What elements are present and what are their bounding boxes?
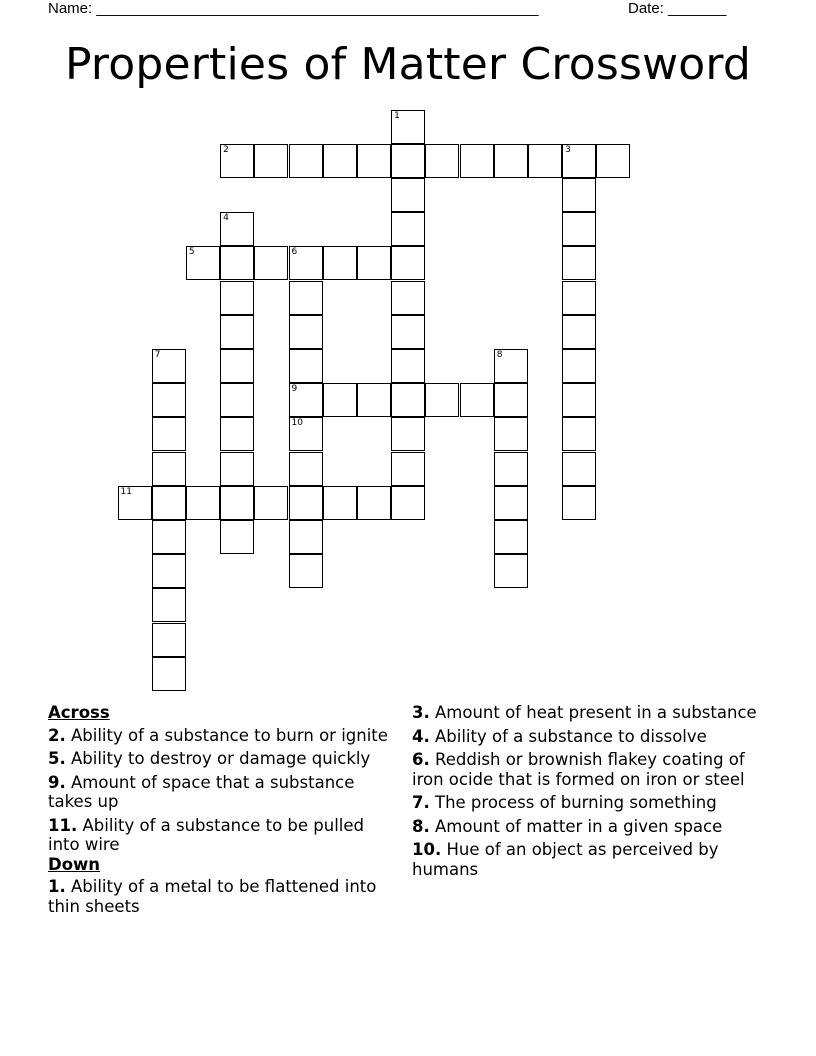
crossword-cell[interactable] xyxy=(323,144,357,178)
down-heading: Down xyxy=(48,854,101,874)
crossword-cell[interactable] xyxy=(289,144,323,178)
crossword-cell[interactable] xyxy=(494,452,528,486)
clue-number-label: 6 xyxy=(291,247,298,258)
clue-number: 9. xyxy=(48,772,66,792)
crossword-cell[interactable] xyxy=(460,144,494,178)
clue-text: Ability of a substance to burn or ignite xyxy=(71,725,388,745)
clue-text: Ability to destroy or damage quickly xyxy=(71,749,371,768)
clue-number-label: 4 xyxy=(223,213,229,224)
crossword-cell[interactable] xyxy=(289,520,323,554)
crossword-cell[interactable] xyxy=(289,452,323,486)
crossword-cell[interactable] xyxy=(254,144,288,178)
crossword-cell[interactable] xyxy=(494,417,528,451)
clue-number-label: 11 xyxy=(120,486,132,497)
clue-number: 2. xyxy=(48,725,66,745)
across-heading: Across xyxy=(48,703,110,722)
clue-across-11 xyxy=(48,816,398,855)
crossword-cell[interactable] xyxy=(391,246,425,280)
crossword-cell[interactable] xyxy=(118,486,152,520)
crossword-cell[interactable] xyxy=(562,417,596,451)
crossword-cell[interactable] xyxy=(562,178,596,212)
crossword-cell[interactable] xyxy=(220,246,254,280)
crossword-cell[interactable] xyxy=(494,144,528,178)
crossword-cell[interactable] xyxy=(152,349,186,383)
crossword-cell[interactable] xyxy=(152,417,186,451)
crossword-cell[interactable] xyxy=(289,246,323,280)
crossword-cell[interactable] xyxy=(391,383,425,417)
crossword-cell[interactable] xyxy=(323,383,357,417)
clue-number-label: 9 xyxy=(291,384,298,395)
crossword-cell[interactable] xyxy=(494,383,528,417)
crossword-cell[interactable] xyxy=(152,452,186,486)
crossword-cell[interactable] xyxy=(220,281,254,315)
crossword-cell[interactable] xyxy=(220,452,254,486)
clue-number-label: 8 xyxy=(496,349,503,360)
crossword-cell[interactable] xyxy=(391,212,425,246)
crossword-cell[interactable] xyxy=(220,486,254,520)
crossword-cell[interactable] xyxy=(289,349,323,383)
clue-text: Reddish or brownish flakey coating of iron ocide that is formed on iron or steel xyxy=(412,750,745,789)
name-field-label: Name: _____________________________________________________ xyxy=(48,0,539,17)
crossword-cell[interactable] xyxy=(391,281,425,315)
crossword-cell[interactable] xyxy=(152,486,186,520)
crossword-cell[interactable] xyxy=(357,486,391,520)
crossword-cell[interactable] xyxy=(152,554,186,588)
clue-text: Amount of matter in a given space xyxy=(435,816,723,836)
crossword-cell[interactable] xyxy=(323,486,357,520)
clue-number-label: 2 xyxy=(223,144,229,155)
clue-down-4 xyxy=(412,727,762,747)
clue-number-label: 5 xyxy=(188,247,195,258)
clues-left-column xyxy=(48,703,398,920)
crossword-cell[interactable] xyxy=(562,486,596,520)
crossword-cell[interactable] xyxy=(357,246,391,280)
clue-number: 11. xyxy=(48,815,78,835)
clue-text: Amount of space that a substance takes up xyxy=(48,772,355,811)
clue-number: 1. xyxy=(48,877,66,896)
crossword-cell[interactable] xyxy=(152,623,186,657)
crossword-cell[interactable] xyxy=(289,554,323,588)
crossword-cell[interactable] xyxy=(494,486,528,520)
crossword-cell[interactable] xyxy=(220,520,254,554)
crossword-cell[interactable] xyxy=(186,246,220,280)
crossword-cell[interactable] xyxy=(254,486,288,520)
clue-down-10 xyxy=(412,840,762,879)
crossword-cell[interactable] xyxy=(562,281,596,315)
crossword-cell[interactable] xyxy=(220,144,254,178)
crossword-cell[interactable] xyxy=(596,144,630,178)
crossword-cell[interactable] xyxy=(391,315,425,349)
page-title: Properties of Matter Crossword xyxy=(64,39,752,90)
clue-across-9 xyxy=(48,773,398,812)
clue-down-1 xyxy=(48,877,398,916)
crossword-cell[interactable] xyxy=(562,315,596,349)
crossword-cell[interactable] xyxy=(357,144,391,178)
crossword-cell[interactable] xyxy=(289,383,323,417)
crossword-cell[interactable] xyxy=(152,383,186,417)
clues-right-column xyxy=(412,703,762,883)
clue-text: Ability of a substance to dissolve xyxy=(435,726,707,746)
clue-across-2 xyxy=(48,726,398,746)
crossword-cell[interactable] xyxy=(425,144,459,178)
clue-text: Ability of a metal to be flattened into thin sheets xyxy=(48,877,377,916)
crossword-cell[interactable] xyxy=(220,315,254,349)
crossword-cell[interactable] xyxy=(562,144,596,178)
crossword-cell[interactable] xyxy=(152,657,186,691)
crossword-cell[interactable] xyxy=(391,349,425,383)
crossword-cell[interactable] xyxy=(323,246,357,280)
crossword-cell[interactable] xyxy=(562,383,596,417)
clue-across-5 xyxy=(48,749,398,769)
crossword-cell[interactable] xyxy=(562,212,596,246)
crossword-cell[interactable] xyxy=(528,144,562,178)
crossword-cell[interactable] xyxy=(391,144,425,178)
crossword-cell[interactable] xyxy=(254,246,288,280)
crossword-cell[interactable] xyxy=(391,452,425,486)
crossword-cell[interactable] xyxy=(562,452,596,486)
crossword-cell[interactable] xyxy=(391,417,425,451)
clue-number-label: 10 xyxy=(291,418,303,429)
crossword-cell[interactable] xyxy=(152,520,186,554)
crossword-cell[interactable] xyxy=(289,315,323,349)
clue-down-3 xyxy=(412,703,762,723)
crossword-cell[interactable] xyxy=(391,110,425,144)
clue-down-7 xyxy=(412,793,762,813)
crossword-cell[interactable] xyxy=(220,212,254,246)
crossword-cell[interactable] xyxy=(425,383,459,417)
clue-number-label: 1 xyxy=(394,110,400,121)
crossword-cell[interactable] xyxy=(391,178,425,212)
clue-text: The process of burning something xyxy=(435,793,717,812)
crossword-cell[interactable] xyxy=(494,520,528,554)
clue-number: 3. xyxy=(412,703,430,722)
crossword-cell[interactable] xyxy=(391,486,425,520)
clue-number: 5. xyxy=(48,749,66,768)
clue-down-6 xyxy=(412,750,762,789)
clue-text: Amount of heat present in a substance xyxy=(435,703,757,722)
crossword-cell[interactable] xyxy=(220,383,254,417)
clue-number: 8. xyxy=(412,816,430,836)
crossword-cell[interactable] xyxy=(289,486,323,520)
clue-number-label: 3 xyxy=(565,144,571,155)
crossword-cell[interactable] xyxy=(152,588,186,622)
clue-number: 6. xyxy=(412,750,430,769)
clue-text: Hue of an object as perceived by humans xyxy=(412,840,719,879)
date-field-label: Date: _______ xyxy=(628,0,727,17)
crossword-cell[interactable] xyxy=(186,486,220,520)
crossword-cell[interactable] xyxy=(562,246,596,280)
crossword-cell[interactable] xyxy=(562,349,596,383)
crossword-cell[interactable] xyxy=(289,281,323,315)
crossword-cell[interactable] xyxy=(220,349,254,383)
crossword-cell[interactable] xyxy=(357,383,391,417)
clue-number: 10. xyxy=(412,840,442,859)
clue-text: Ability of a substance to be pulled into wire xyxy=(48,815,365,854)
clue-down-8 xyxy=(412,817,762,837)
crossword-cell[interactable] xyxy=(220,417,254,451)
crossword-cell[interactable] xyxy=(460,383,494,417)
crossword-cell[interactable] xyxy=(494,349,528,383)
clue-number: 7. xyxy=(412,793,430,812)
crossword-cell[interactable] xyxy=(494,554,528,588)
crossword-cell[interactable] xyxy=(289,417,323,451)
clue-number-label: 7 xyxy=(154,349,161,360)
clue-number: 4. xyxy=(412,726,430,746)
